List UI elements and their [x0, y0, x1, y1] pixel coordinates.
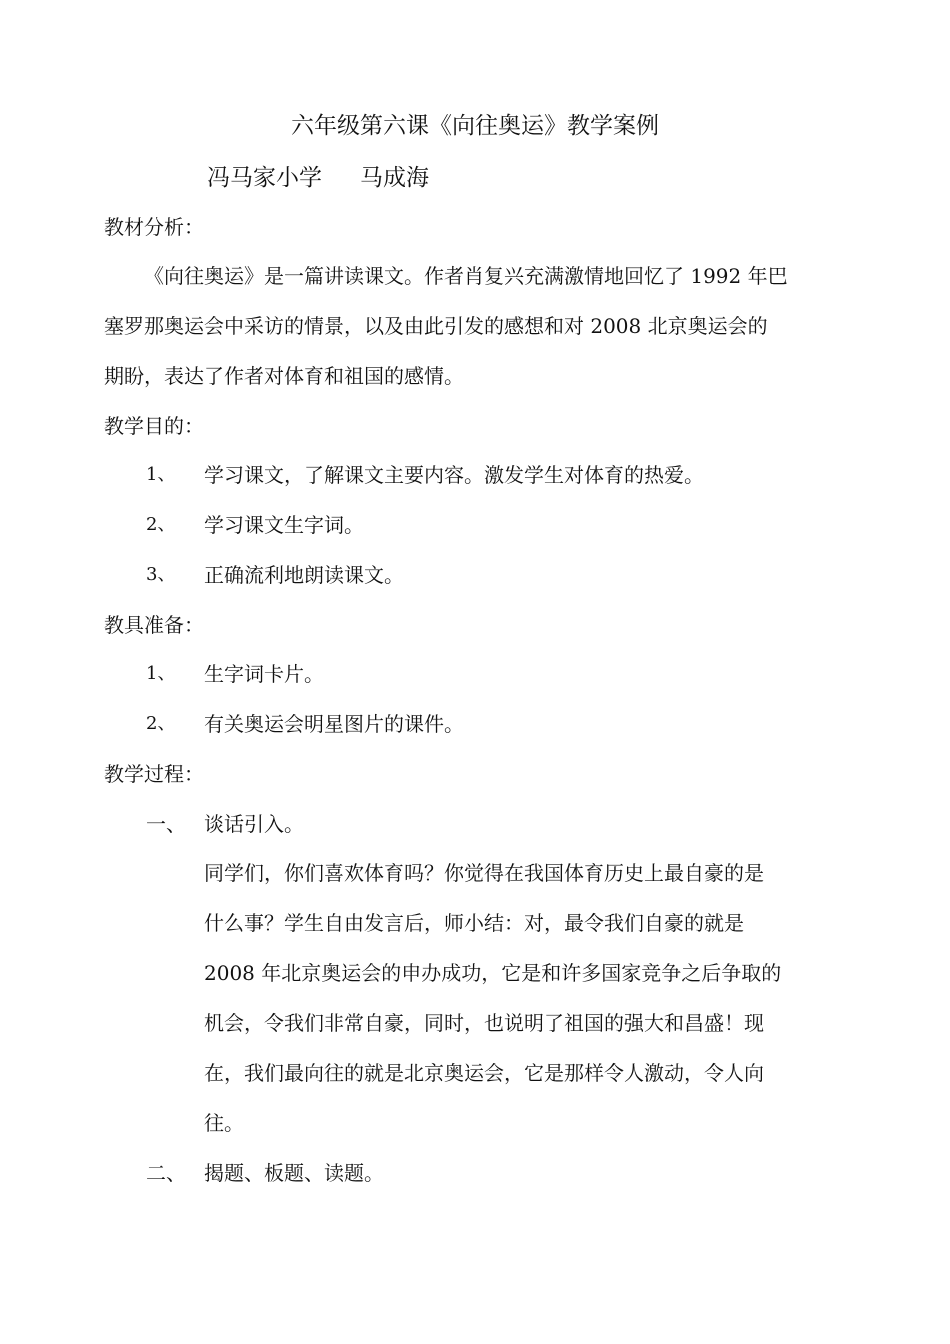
process-body-line: 什么事？学生自由发言后，师小结：对，最令我们自豪的就是: [204, 911, 744, 935]
author-name: 马成海: [360, 165, 429, 191]
process-body-line: 机会，令我们非常自豪，同时，也说明了祖国的强大和昌盛！现: [204, 1011, 764, 1035]
goal-item-text: 学习课文生字词。: [204, 513, 364, 537]
goal-item-number: 2、: [146, 514, 176, 535]
author-school: 冯马家小学: [207, 165, 322, 191]
analysis-line: 塞罗那奥运会中采访的情景，以及由此引发的感想和对 2008 北京奥运会的: [104, 314, 768, 338]
process-section-number: 二、: [146, 1161, 186, 1185]
process-section-title: 揭题、板题、读题。: [204, 1161, 384, 1185]
process-body-line: 在，我们最向往的就是北京奥运会，它是那样令人激动，令人向: [204, 1061, 764, 1085]
goals-heading: 教学目的：: [104, 414, 204, 438]
process-body-line: 往。: [204, 1111, 244, 1135]
tool-item-number: 2、: [146, 713, 176, 734]
process-section-number: 一、: [146, 812, 186, 836]
analysis-line: 期盼，表达了作者对体育和祖国的感情。: [104, 364, 464, 388]
process-section-title: 谈话引入。: [204, 812, 304, 836]
goal-item-number: 3、: [146, 564, 176, 585]
document-title: 六年级第六课《向往奥运》教学案例: [291, 113, 659, 139]
goal-item-text: 正确流利地朗读课文。: [204, 563, 404, 587]
tool-item-text: 有关奥运会明星图片的课件。: [204, 712, 464, 736]
tool-item-text: 生字词卡片。: [204, 662, 324, 686]
analysis-line: 《向往奥运》是一篇讲读课文。作者肖复兴充满激情地回忆了 1992 年巴: [144, 264, 788, 288]
process-heading: 教学过程：: [104, 762, 204, 786]
process-body-line: 2008 年北京奥运会的申办成功，它是和许多国家竞争之后争取的: [204, 961, 782, 985]
goal-item-number: 1、: [146, 464, 176, 485]
process-body-line: 同学们，你们喜欢体育吗？你觉得在我国体育历史上最自豪的是: [204, 861, 764, 885]
goal-item-text: 学习课文，了解课文主要内容。激发学生对体育的热爱。: [204, 463, 704, 487]
tool-item-number: 1、: [146, 663, 176, 684]
analysis-heading: 教材分析：: [104, 215, 204, 239]
tools-heading: 教具准备：: [104, 613, 204, 637]
author-line: [207, 160, 429, 196]
